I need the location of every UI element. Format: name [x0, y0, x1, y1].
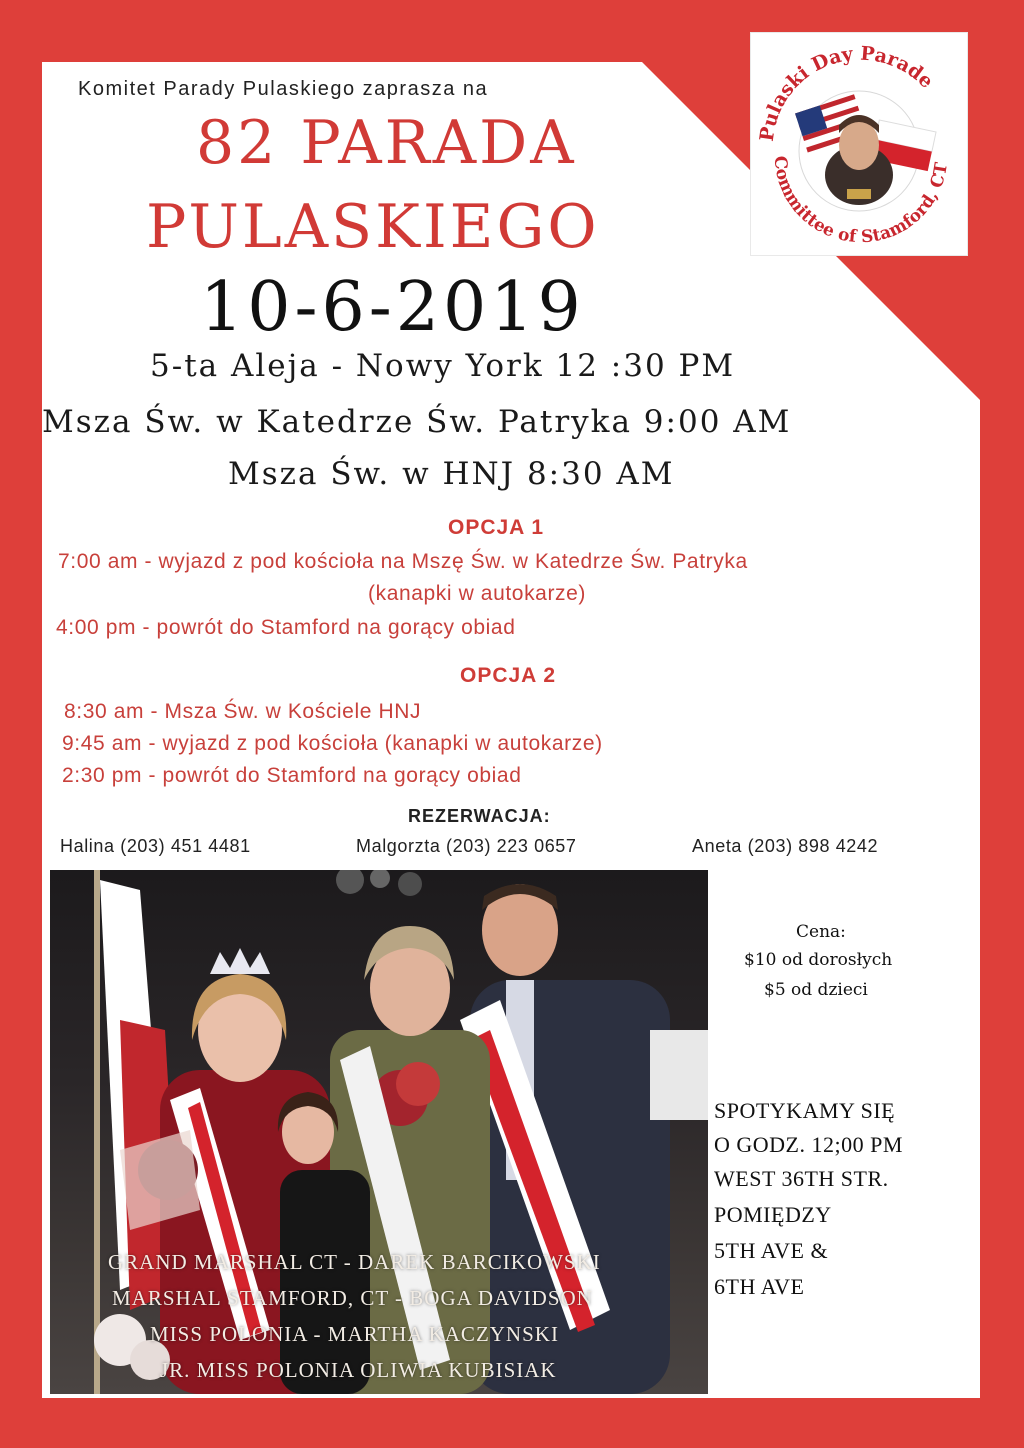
- title-line-2: PULASKIEGO: [146, 192, 600, 262]
- option-2-title: OPCJA 2: [460, 664, 557, 687]
- meeting-line: POMIĘDZY: [714, 1202, 832, 1227]
- meeting-line: 6TH AVE: [714, 1274, 805, 1299]
- logo-emblem: [751, 33, 967, 255]
- schedule-parade: 5-ta Aleja - Nowy York 12 :30 PM: [150, 348, 736, 384]
- meeting-line: WEST 36TH STR.: [714, 1166, 889, 1191]
- meeting-line: O GODZ. 12;00 PM: [714, 1132, 903, 1157]
- pulaski-parade-logo: [750, 32, 968, 256]
- caption-jr-miss-polonia: JR. MISS POLONIA OLIWIA KUBISIAK: [160, 1358, 557, 1382]
- price-adults: $10 od dorosłych: [744, 950, 893, 970]
- logo-arc-top: Pulaski Day Parade: [755, 42, 938, 143]
- option-2-line: 2:30 pm - powrót do Stamford na gorący obiad: [62, 764, 522, 787]
- price-kids: $5 od dzieci: [764, 980, 868, 1000]
- option-2-line: 8:30 am - Msza Św. w Kościele HNJ: [64, 700, 422, 723]
- intro-text: Komitet Parady Pulaskiego zaprasza na: [78, 78, 489, 100]
- caption-grand-marshal: GRAND MARSHAL CT - DAREK BARCIKOWSKI: [108, 1250, 601, 1274]
- logo-arc-bottom: Committee of Stamford, CT: [769, 155, 952, 248]
- schedule-mass-cathedral: Msza Św. w Katedrze Św. Patryka 9:00 AM: [42, 404, 792, 440]
- price-label: Cena:: [796, 922, 846, 942]
- contact-malgorzta: Malgorzta (203) 223 0657: [356, 836, 577, 856]
- caption-marshal-stamford: MARSHAL STAMFORD, CT - BOGA DAVIDSON: [112, 1286, 593, 1310]
- option-2-line: 9:45 am - wyjazd z pod kościoła (kanapki w autokarze): [62, 732, 603, 755]
- title-line-1: 82 PARADA: [196, 108, 577, 178]
- schedule-mass-hnj: Msza Św. w HNJ 8:30 AM: [228, 456, 675, 492]
- event-date: 10-6-2019: [200, 268, 585, 347]
- meeting-line: SPOTYKAMY SIĘ: [714, 1098, 896, 1123]
- meeting-line: 5TH AVE &: [714, 1238, 829, 1263]
- contact-halina: Halina (203) 451 4481: [60, 836, 251, 856]
- caption-miss-polonia: MISS POLONIA - MARTHA KACZYNSKI: [150, 1322, 559, 1346]
- contact-aneta: Aneta (203) 898 4242: [692, 836, 879, 856]
- group-photo: [50, 870, 708, 1394]
- reservation-title: REZERWACJA:: [408, 806, 551, 826]
- option-1-line: (kanapki w autokarze): [368, 582, 587, 605]
- option-1-title: OPCJA 1: [448, 516, 545, 539]
- photo-illustration: [50, 870, 708, 1394]
- option-1-line: 4:00 pm - powrót do Stamford na gorący obiad: [56, 616, 516, 639]
- option-1-line: 7:00 am - wyjazd z pod kościoła na Mszę Św. w Katedrze Św. Patryka: [58, 550, 748, 573]
